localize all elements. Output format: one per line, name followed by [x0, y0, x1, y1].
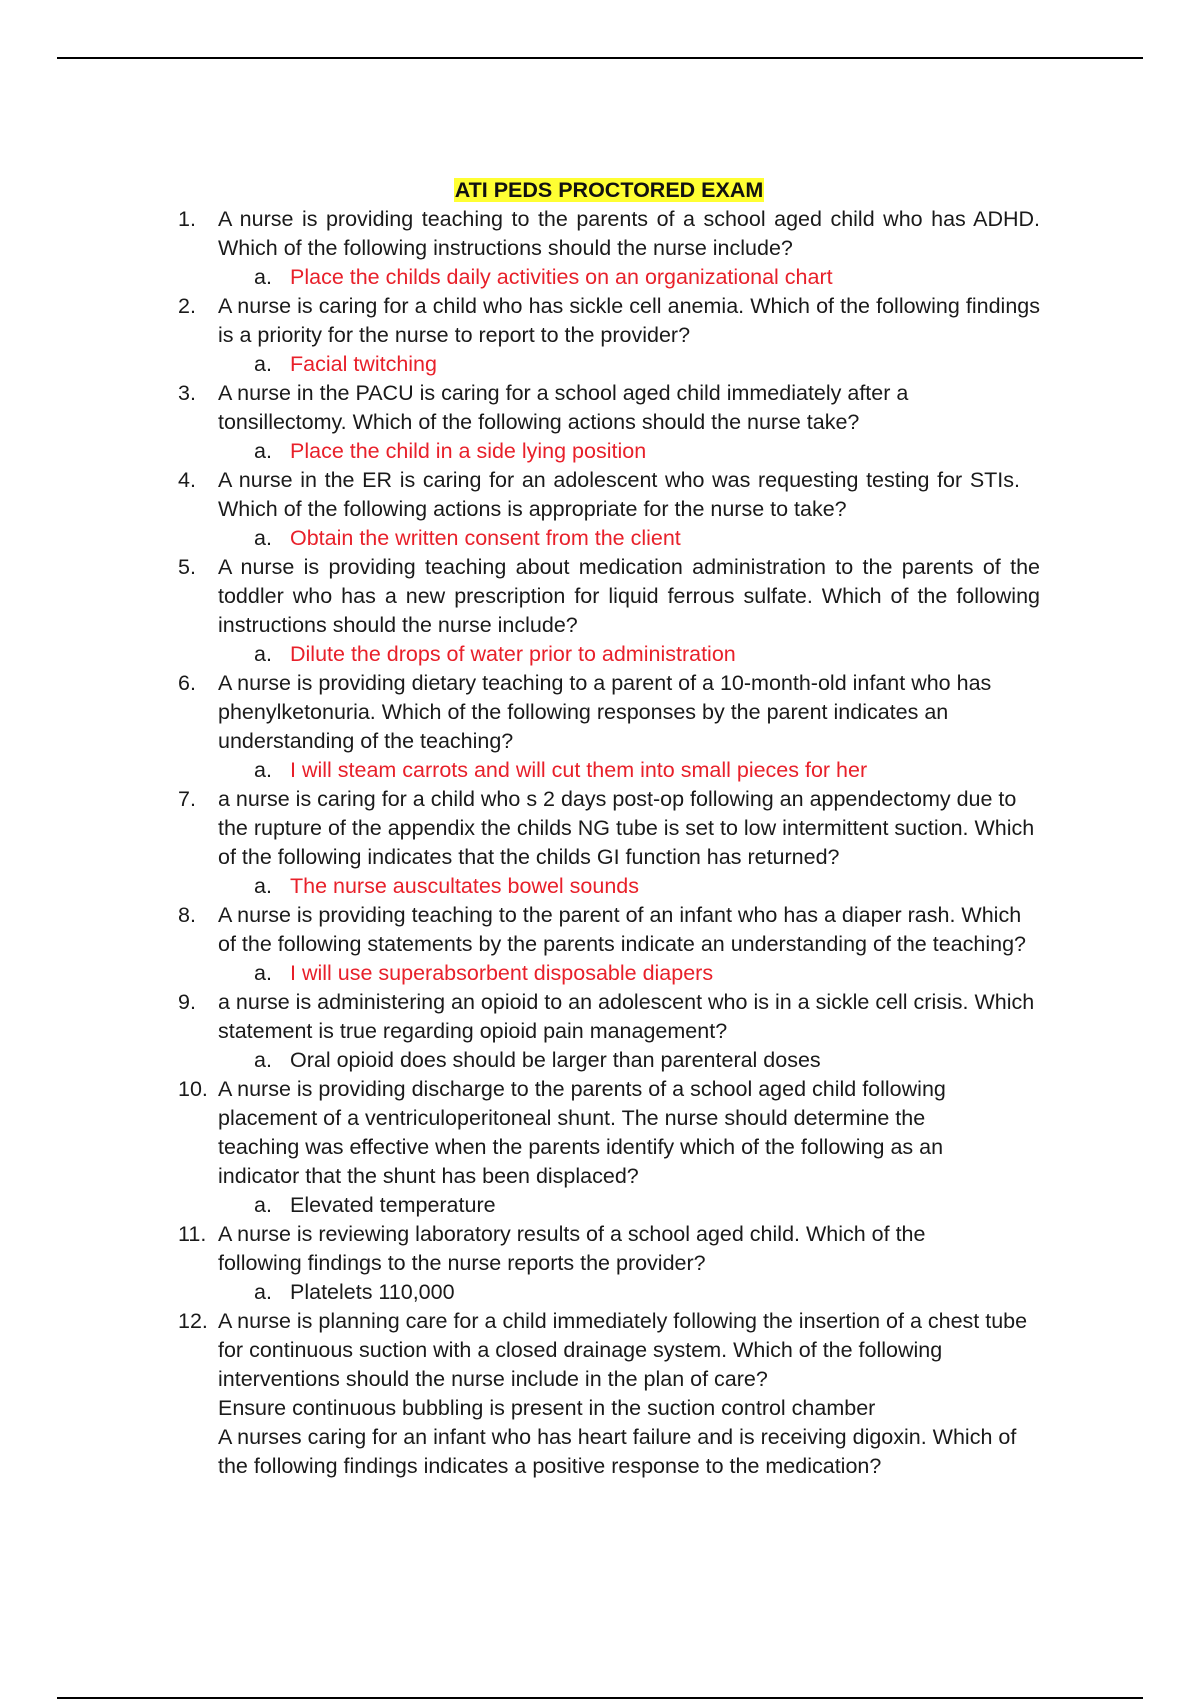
question-text: A nurse in the PACU is caring for a school aged child immediately after a tonsillectomy. Which of the following actions should the nurse take? [218, 381, 909, 434]
question-number: 12. [178, 1309, 208, 1333]
answer-letter: a. [254, 265, 272, 289]
question-9 [178, 988, 1040, 1046]
question-2 [178, 292, 1040, 350]
page-title: ATI PEDS PROCTORED EXAM [454, 178, 764, 202]
answer-letter: a. [254, 642, 272, 666]
question-number: 4. [178, 468, 196, 492]
answer-text: Facial twitching [290, 352, 437, 376]
answer-letter: a. [254, 961, 272, 985]
question-1 [178, 205, 1040, 263]
question-number: 2. [178, 294, 196, 318]
answer-letter: a. [254, 758, 272, 782]
answer-letter: a. [254, 526, 272, 550]
answer-text: I will use superabsorbent disposable diapers [290, 961, 714, 985]
question-number: 3. [178, 381, 196, 405]
answer-8 [178, 959, 1040, 988]
question-text: A nurse is providing teaching to the parents of a school aged child who has ADHD. Which of the following instructions should the nurse include? [218, 207, 1040, 260]
question-number: 8. [178, 903, 196, 927]
answer-letter: a. [254, 874, 272, 898]
document-body [178, 176, 1040, 1481]
question-number: 10. [178, 1077, 208, 1101]
question-text: A nurse is caring for a child who has sickle cell anemia. Which of the following findings is a priority for the nurse to report to the provider? [218, 294, 1040, 347]
question-4 [178, 466, 1040, 524]
question-8 [178, 901, 1040, 959]
answer-3 [178, 437, 1040, 466]
question-text: A nurse is providing dietary teaching to a parent of a 10-month-old infant who has phenylketonuria. Which of the following responses by the parent indicates an understanding of the teaching? [218, 671, 992, 753]
question-7 [178, 785, 1040, 872]
question-5 [178, 553, 1040, 640]
question-text: a nurse is administering an opioid to an adolescent who is in a sickle cell crisis. Which statement is true regarding opioid pain management? [218, 990, 1035, 1043]
trailing-question-line: A nurses caring for an infant who has heart failure and is receiving digoxin. Which of the following findings indicates a positive response to the medication? [218, 1425, 1017, 1478]
question-11 [178, 1220, 1040, 1278]
question-number: 9. [178, 990, 196, 1014]
question-text: A nurse in the ER is caring for an adolescent who was requesting testing for STIs. Which of the following actions is appropriate for the nurse to take? [218, 468, 1020, 521]
answer-letter: a. [254, 1193, 272, 1217]
answer-text: Platelets 110,000 [290, 1280, 455, 1304]
question-number: 1. [178, 207, 196, 231]
question-number: 5. [178, 555, 196, 579]
answer-text: Place the childs daily activities on an organizational chart [290, 265, 833, 289]
answer-5 [178, 640, 1040, 669]
answer-2 [178, 350, 1040, 379]
answer-text: Obtain the written consent from the client [290, 526, 681, 550]
answer-letter: a. [254, 1048, 272, 1072]
answer-text: I will steam carrots and will cut them into small pieces for her [290, 758, 868, 782]
question-text: A nurse is planning care for a child immediately following the insertion of a chest tube for continuous suction with a closed drainage system. Which of the following interventions should the nurse include in the plan of care? [218, 1309, 1028, 1391]
question-text: A nurse is reviewing laboratory results of a school aged child. Which of the following findings to the nurse reports the provider? [218, 1222, 926, 1275]
answer-text: Oral opioid does should be larger than parenteral doses [290, 1048, 821, 1072]
answer-letter: a. [254, 1280, 272, 1304]
answer-letter: a. [254, 439, 272, 463]
bottom-rule [57, 1697, 1143, 1699]
answer-text: Elevated temperature [290, 1193, 496, 1217]
answer-10 [178, 1191, 1040, 1220]
answer-7 [178, 872, 1040, 901]
question-number: 11. [178, 1222, 207, 1246]
top-rule [57, 57, 1143, 59]
question-number: 6. [178, 671, 196, 695]
question-text: A nurse is providing teaching about medication administration to the parents of the toddler who has a new prescription for liquid ferrous sulfate. Which of the following instructions should the nurse include? [218, 555, 1040, 637]
question-12 [178, 1307, 1040, 1394]
answer-text: The nurse auscultates bowel sounds [290, 874, 639, 898]
answer-1 [178, 263, 1040, 292]
answer-11 [178, 1278, 1040, 1307]
trailing-answer-line: Ensure continuous bubbling is present in the suction control chamber [218, 1396, 876, 1420]
question-6 [178, 669, 1040, 756]
question-text: A nurse is providing teaching to the parent of an infant who has a diaper rash. Which of the following statements by the parents indicate an understanding of the teaching? [218, 903, 1026, 956]
question-text: a nurse is caring for a child who s 2 days post-op following an appendectomy due to the rupture of the appendix the childs NG tube is set to low intermittent suction. Which of the following indicates that the childs GI function has returned? [218, 787, 1035, 869]
answer-letter: a. [254, 352, 272, 376]
answer-4 [178, 524, 1040, 553]
question-3 [178, 379, 1040, 437]
question-number: 7. [178, 787, 196, 811]
title-row [178, 176, 1040, 205]
answer-text: Dilute the drops of water prior to administration [290, 642, 736, 666]
question-text: A nurse is providing discharge to the parents of a school aged child following placement of a ventriculoperitoneal shunt. The nurse should determine the teaching was effective when the parents identify which of the following as an indicator that the shunt has been displaced? [218, 1077, 946, 1188]
question-10 [178, 1075, 1040, 1191]
answer-text: Place the child in a side lying position [290, 439, 647, 463]
answer-9 [178, 1046, 1040, 1075]
answer-6 [178, 756, 1040, 785]
